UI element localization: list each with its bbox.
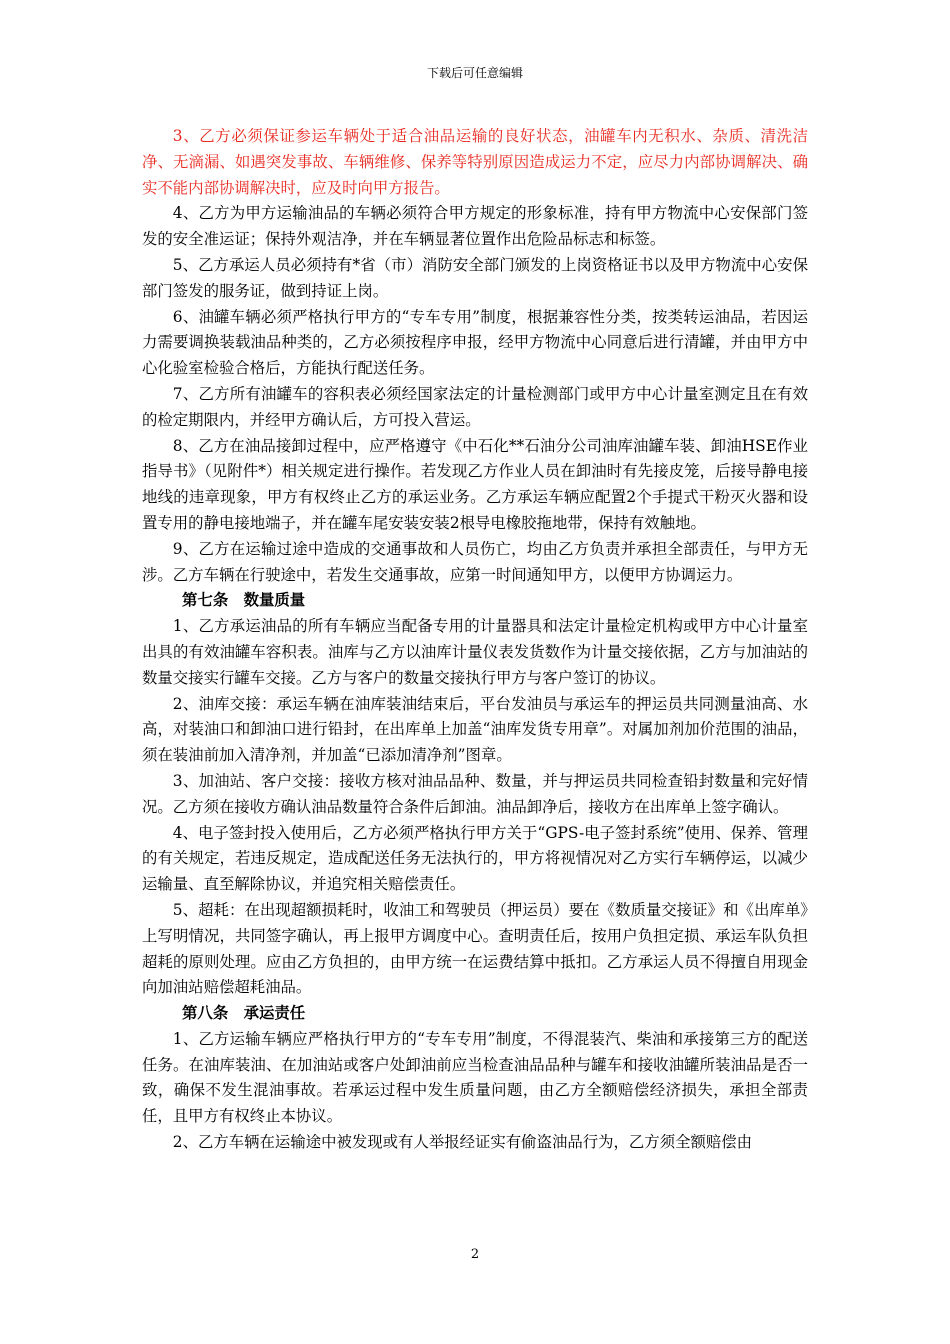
clause-6-item-3: 3、乙方必须保证参运车辆处于适合油品运输的良好状态，油罐车内无积水、杂质、清洗洁净、无滴漏、如遇突发事故、车辆维修、保养等特别原因造成运力不定，应尽力内部协调解决、确实不能内部协调解决时，应及时向甲方报告。	[142, 127, 808, 197]
clause-7-item-3: 3、加油站、客户交接：接收方核对油品品种、数量，并与押运员共同检查铅封数量和完好情况。乙方须在接收方确认油品数量符合条件后卸油。油品卸净后，接收方在出库单上签字确认。	[142, 771, 808, 816]
page-header: 下载后可任意编辑	[426, 66, 523, 80]
clause-8-item-1: 1、乙方运输车辆应严格执行甲方的“专车专用”制度，不得混装汽、柴油和承接第三方的配送任务。在油库装油、在加油站或客户处卸油前应当检查油品品种与罐车和接收油罐所装油品是否一致，确保不发生混油事故。若承运过程中发生质量问题，由乙方全额赔偿经济损失，承担全部责任，且甲方有权终止本协议。	[142, 1029, 808, 1126]
clause-6-item-5: 5、乙方承运人员必须持有*省（市）消防安全部门颁发的上岗资格证书以及甲方物流中心安保部门签发的服务证，做到持证上岗。	[142, 255, 808, 300]
document-body	[142, 124, 808, 1156]
clause-6-item-6: 6、油罐车辆必须严格执行甲方的“专车专用”制度，根据兼容性分类，按类转运油品，若因运力需要调换装载油品种类的，乙方必须按程序申报，经甲方物流中心同意后进行清罐，并由甲方中心化验室检验合格后，方能执行配送任务。	[142, 307, 808, 378]
section-heading-7: 第七条 数量质量	[182, 591, 306, 610]
clause-7-item-1: 1、乙方承运油品的所有车辆应当配备专用的计量器具和法定计量检定机构或甲方中心计量室出具的有效油罐车容积表。油库与乙方以油库计量仪表发货数作为计量交接依据，乙方与加油站的数量交接实行罐车交接。乙方与客户的数量交接执行甲方与客户签订的协议。	[142, 617, 808, 687]
clause-7-item-2: 2、油库交接：承运车辆在油库装油结束后，平台发油员与承运车的押运员共同测量油高、水高，对装油口和卸油口进行铅封，在出库单上加盖“油库发货专用章”。对属加剂加价范围的油品，须在装油前加入清净剂，并加盖“已添加清净剂”图章。	[142, 694, 808, 765]
clause-6-item-8: 8、乙方在油品接卸过程中，应严格遵守《中石化**石油分公司油库油罐车装、卸油HSE作业指导书》（见附件*）相关规定进行操作。若发现乙方作业人员在卸油时有先接皮笼，后接导静电接地线的违章现象，甲方有权终止乙方的承运业务。乙方承运车辆应配置2个手提式干粉灭火器和设置专用的静电接地端子，并在罐车尾安装安装2根导电橡胶拖地带，保持有效触地。	[142, 436, 808, 532]
clause-6-item-9: 9、乙方在运输过途中造成的交通事故和人员伤亡，均由乙方负责并承担全部责任，与甲方无涉。乙方车辆在行驶途中，若发生交通事故，应第一时间通知甲方，以便甲方协调运力。	[142, 539, 808, 584]
clause-6-item-7: 7、乙方所有油罐车的容积表必须经国家法定的计量检测部门或甲方中心计量室测定且在有效的检定期限内，并经甲方确认后，方可投入营运。	[142, 384, 808, 429]
section-heading-8: 第八条 承运责任	[182, 1004, 306, 1023]
clause-7-item-4: 4、电子签封投入使用后，乙方必须严格执行甲方关于“GPS-电子签封系统”使用、保养、管理的有关规定，若违反规定，造成配送任务无法执行的，甲方将视情况对乙方实行车辆停运，以减少运输量、直至解除协议，并追究相关赔偿责任。	[142, 823, 808, 894]
clause-6-item-4: 4、乙方为甲方运输油品的车辆必须符合甲方规定的形象标准，持有甲方物流中心安保部门签发的安全准运证；保持外观洁净，并在车辆显著位置作出危险品标志和标签。	[142, 204, 808, 249]
clause-7-item-5: 5、超耗：在出现超额损耗时，收油工和驾驶员（押运员）要在《数质量交接证》和《出库单》上写明情况，共同签字确认，再上报甲方调度中心。查明责任后，按用户负担定损、承运车队负担超耗的原则处理。应由乙方负担的，由甲方统一在运费结算中抵扣。乙方承运人员不得擅自用现金向加油站赔偿超耗油品。	[142, 900, 808, 997]
clause-8-item-2: 2、乙方车辆在运输途中被发现或有人举报经证实有偷盗油品行为，乙方须全额赔偿由	[172, 1133, 753, 1152]
page-number: 2	[470, 1247, 480, 1262]
